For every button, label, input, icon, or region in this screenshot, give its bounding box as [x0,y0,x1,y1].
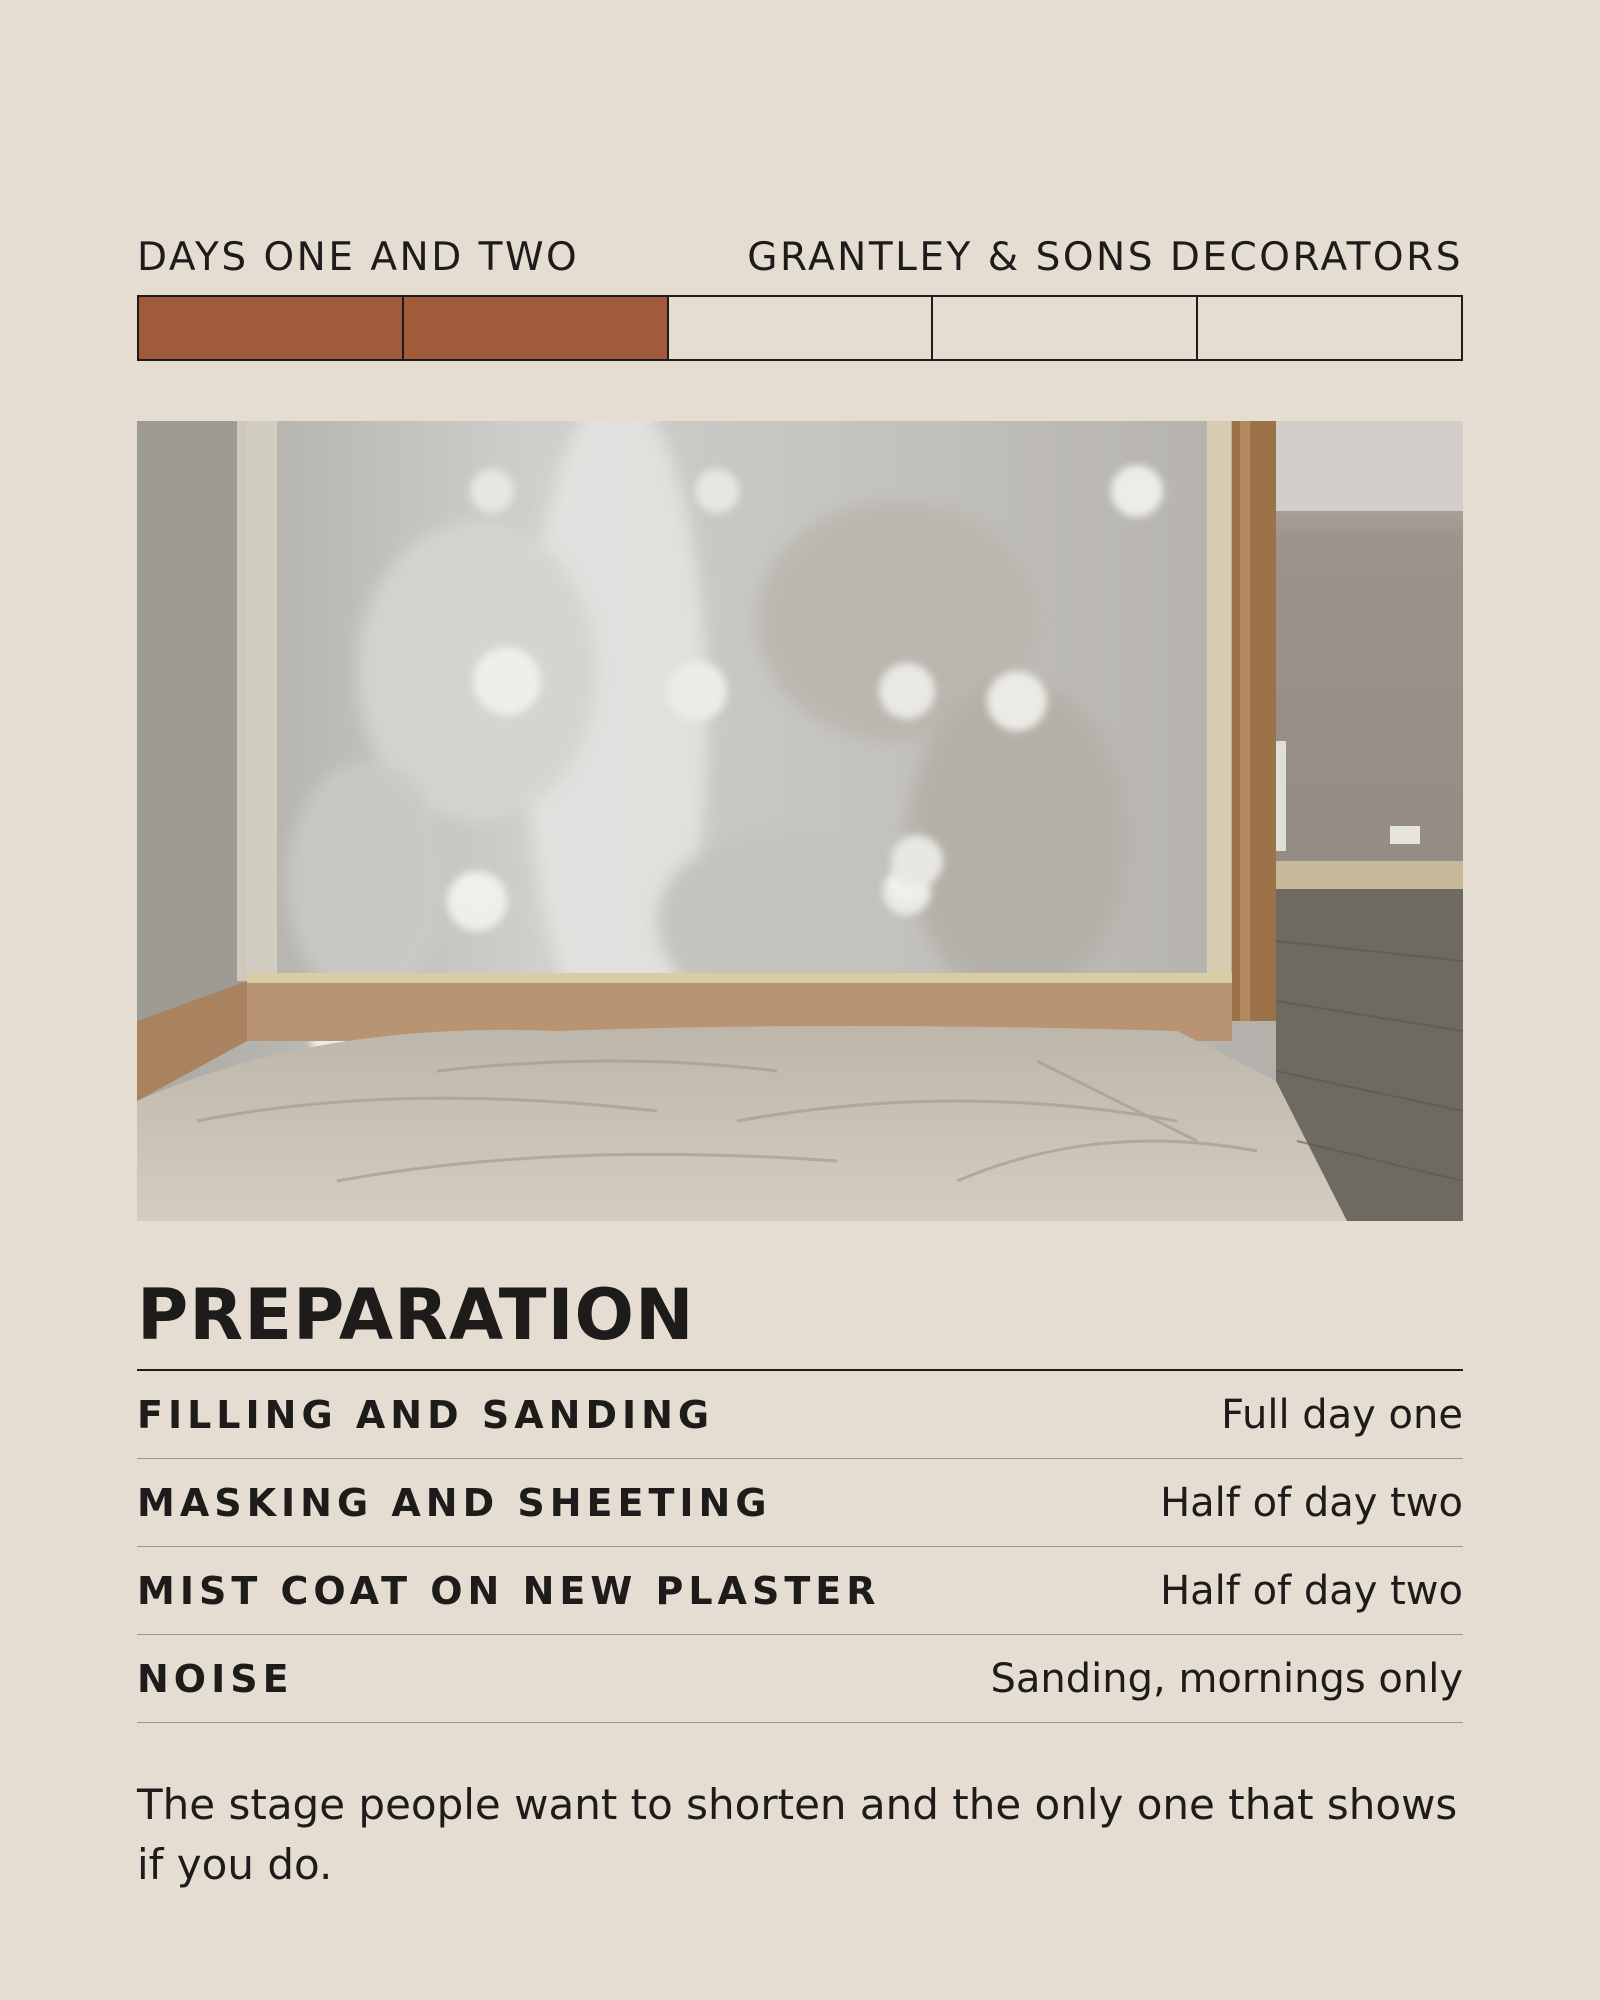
stage-label: DAYS ONE AND TWO [137,234,580,280]
closing-note: The stage people want to shorten and the only one that shows if you do. [137,1780,1458,1889]
row-label: MIST COAT ON NEW PLASTER [137,1568,881,1613]
row-value: Half of day two [1160,1567,1463,1614]
row-value: Full day one [1221,1391,1463,1438]
row-label: MASKING AND SHEETING [137,1480,772,1525]
schedule-table [137,1371,1463,1723]
progress-bar [137,295,1463,361]
schedule-row [137,1371,1463,1459]
company-name: GRANTLEY & SONS DECORATORS [747,234,1463,280]
room-photo [137,421,1463,1221]
schedule-row [137,1635,1463,1723]
section-title: PREPARATION [137,1274,695,1356]
progress-segment-2 [404,297,669,359]
progress-segment-1 [139,297,404,359]
row-label: NOISE [137,1656,294,1701]
progress-segment-4 [933,297,1198,359]
schedule-row [137,1459,1463,1547]
progress-segment-3 [669,297,934,359]
row-value: Sanding, mornings only [990,1655,1463,1702]
progress-segment-5 [1198,297,1461,359]
header [137,233,1463,281]
row-label: FILLING AND SANDING [137,1392,715,1437]
schedule-row [137,1547,1463,1635]
row-value: Half of day two [1160,1479,1463,1526]
